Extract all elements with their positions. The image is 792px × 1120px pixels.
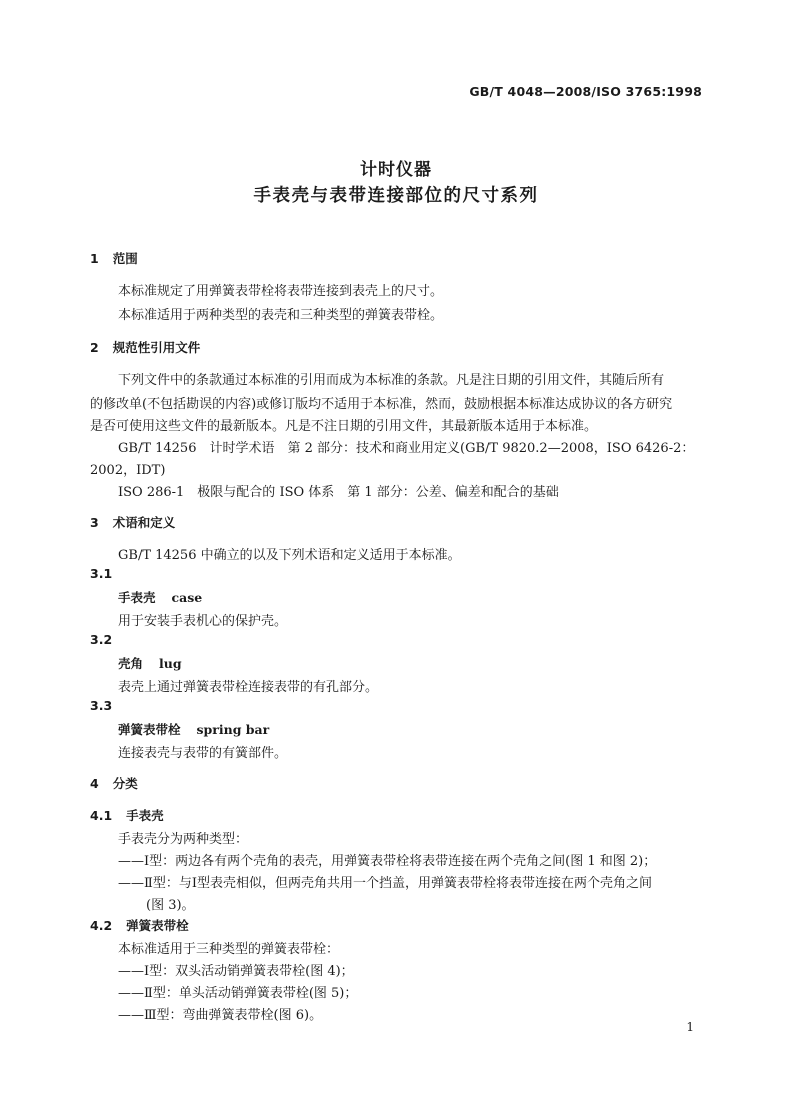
document-title-line1: 计时仪器 bbox=[360, 160, 432, 180]
section-1-heading bbox=[90, 249, 138, 267]
list-item: ——Ⅰ型：两边各有两个壳角的表壳，用弹簧表带栓将表带连接在两个壳角之间(图 1 和图 2)； bbox=[118, 854, 657, 869]
list-item: ——Ⅲ型：弯曲弹簧表带栓(图 6)。 bbox=[118, 1008, 323, 1023]
subsection-4-1-heading bbox=[90, 806, 164, 824]
section-title: 术语和定义 bbox=[112, 515, 176, 530]
section-title: 分类 bbox=[112, 776, 138, 791]
section-title: 规范性引用文件 bbox=[112, 340, 201, 355]
section-number: 2 bbox=[90, 340, 99, 355]
term-definition: 表壳上通过弹簧表带栓连接表带的有孔部分。 bbox=[118, 680, 379, 695]
page-number: 1 bbox=[686, 1020, 694, 1034]
list-item: ——Ⅱ型：与Ⅰ型表壳相似，但两壳角共用一个挡盖，用弹簧表带栓将表带连接在两个壳角之间 bbox=[118, 876, 652, 891]
term-zh: 壳角 bbox=[118, 656, 144, 671]
list-item: ——Ⅱ型：单头活动销弹簧表带栓(图 5)； bbox=[118, 986, 358, 1001]
paragraph: 本标准适用于三种类型的弹簧表带栓： bbox=[118, 942, 340, 957]
section-number: 4 bbox=[90, 776, 99, 791]
paragraph-line: 下列文件中的条款通过本标准的引用而成为本标准的条款。凡是注日期的引用文件，其随后所有 bbox=[118, 373, 665, 388]
standard-code: GB/T 4048—2008/ISO 3765:1998 bbox=[469, 84, 702, 99]
paragraph: GB/T 14256 中确立的以及下列术语和定义适用于本标准。 bbox=[118, 548, 461, 563]
term-definition: 用于安装手表机心的保护壳。 bbox=[118, 614, 288, 629]
subsection-title: 手表壳 bbox=[126, 808, 164, 823]
document-title-line2: 手表壳与表带连接部位的尺寸系列 bbox=[253, 186, 539, 206]
reference-entry: ISO 286-1 极限与配合的 ISO 体系 第 1 部分：公差、偏差和配合的基础 bbox=[118, 485, 559, 500]
reference-entry-cont: 2002，IDT) bbox=[90, 463, 166, 478]
section-3-heading bbox=[90, 513, 175, 531]
term-definition: 连接表壳与表带的有簧部件。 bbox=[118, 746, 288, 761]
section-number: 3 bbox=[90, 515, 99, 530]
paragraph-line: 的修改单(不包括勘误的内容)或修订版均不适用于本标准，然而，鼓励根据本标准达成协议的各方研究 bbox=[90, 397, 673, 412]
section-number: 1 bbox=[90, 251, 99, 266]
list-item-cont: (图 3)。 bbox=[146, 898, 195, 913]
term-number: 3.2 bbox=[90, 632, 113, 647]
term-en: spring bar bbox=[196, 722, 270, 737]
paragraph-line: 是否可使用这些文件的最新版本。凡是不注日期的引用文件，其最新版本适用于本标准。 bbox=[90, 419, 598, 434]
list-item: ——Ⅰ型：双头活动销弹簧表带栓(图 4)； bbox=[118, 964, 354, 979]
term-en: lug bbox=[159, 656, 182, 671]
term-zh: 手表壳 bbox=[118, 590, 156, 605]
paragraph: 本标准规定了用弹簧表带栓将表带连接到表壳上的尺寸。 bbox=[118, 284, 444, 299]
term-heading bbox=[118, 588, 202, 606]
term-heading bbox=[118, 654, 182, 672]
term-number: 3.1 bbox=[90, 566, 113, 581]
subsection-number: 4.2 bbox=[90, 918, 113, 933]
section-4-heading bbox=[90, 774, 138, 792]
subsection-title: 弹簧表带栓 bbox=[126, 918, 189, 933]
section-title: 范围 bbox=[112, 251, 138, 266]
term-zh: 弹簧表带栓 bbox=[118, 722, 181, 737]
subsection-4-2-heading bbox=[90, 916, 189, 934]
paragraph: 手表壳分为两种类型： bbox=[118, 832, 249, 847]
section-2-heading bbox=[90, 338, 200, 356]
reference-entry: GB/T 14256 计时学术语 第 2 部分：技术和商业用定义(GB/T 9820.2—2008，ISO 6426-2： bbox=[118, 441, 695, 456]
term-en: case bbox=[171, 590, 203, 605]
subsection-number: 4.1 bbox=[90, 808, 113, 823]
term-heading bbox=[118, 720, 269, 738]
term-number: 3.3 bbox=[90, 698, 113, 713]
paragraph: 本标准适用于两种类型的表壳和三种类型的弹簧表带栓。 bbox=[118, 308, 444, 323]
